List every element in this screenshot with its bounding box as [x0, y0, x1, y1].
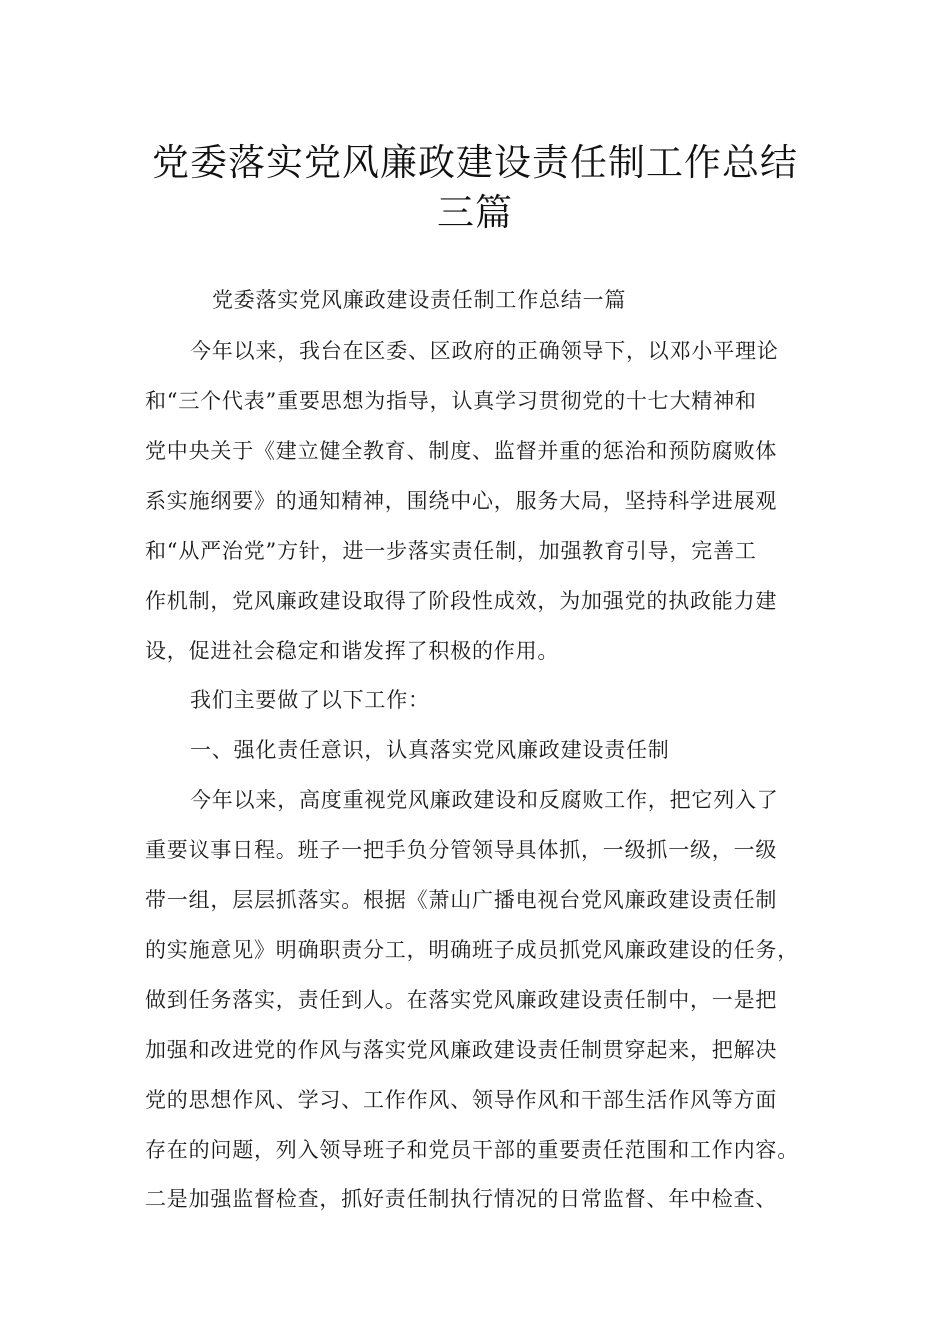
paragraph-line: 今年以来，我台在区委、区政府的正确领导下，以邓小平理论 — [190, 339, 779, 363]
paragraph-line: 存在的问题，列入领导班子和党员干部的重要责任范围和工作内容。 — [145, 1138, 799, 1162]
paragraph-line: 加强和改进党的作风与落实党风廉政建设责任制贯穿起来，把解决 — [145, 1038, 778, 1062]
paragraph-line: 作机制，党风廉政建设取得了阶段性成效，为加强党的执政能力建 — [145, 589, 778, 613]
paragraph-line: 带一组，层层抓落实。根据《萧山广播电视台党风廉政建设责任制 — [145, 888, 778, 912]
paragraph-line: 重要议事日程。班子一把手负分管领导具体抓，一级抓一级，一级 — [145, 838, 778, 862]
paragraph-line: 设，促进社会稳定和谐发挥了积极的作用。 — [145, 639, 560, 663]
document-title-line-1: 党委落实党风廉政建设责任制工作总结 — [152, 141, 798, 184]
paragraph-line: 二是加强监督检查，抓好责任制执行情况的日常监督、年中检查、 — [145, 1187, 778, 1211]
paragraph-line: 今年以来，高度重视党风廉政建设和反腐败工作，把它列入了 — [190, 788, 779, 812]
paragraph-line: 我们主要做了以下工作： — [190, 688, 430, 712]
paragraph-line: 做到任务落实，责任到人。在落实党风廉政建设责任制中，一是把 — [145, 988, 778, 1012]
paragraph-line: 和“从严治党”方针，进一步落实责任制，加强教育引导，完善工 — [145, 539, 757, 563]
paragraph-line: 的实施意见》明确职责分工，明确班子成员抓党风廉政建设的任务， — [145, 938, 799, 962]
document-title-line-2: 三篇 — [437, 191, 513, 234]
paragraph-line: 党的思想作风、学习、工作作风、领导作风和干部生活作风等方面 — [145, 1088, 778, 1112]
paragraph-line: 党中央关于《建立健全教育、制度、监督并重的惩治和预防腐败体 — [145, 439, 778, 463]
paragraph-line: 系实施纲要》的通知精神，围绕中心，服务大局，坚持科学进展观 — [145, 489, 778, 513]
section-subheading: 党委落实党风廉政建设责任制工作总结一篇 — [212, 288, 627, 312]
paragraph-line: 和“三个代表”重要思想为指导，认真学习贯彻党的十七大精神和 — [145, 389, 757, 413]
section-heading: 一、强化责任意识，认真落实党风廉政建设责任制 — [190, 738, 670, 762]
